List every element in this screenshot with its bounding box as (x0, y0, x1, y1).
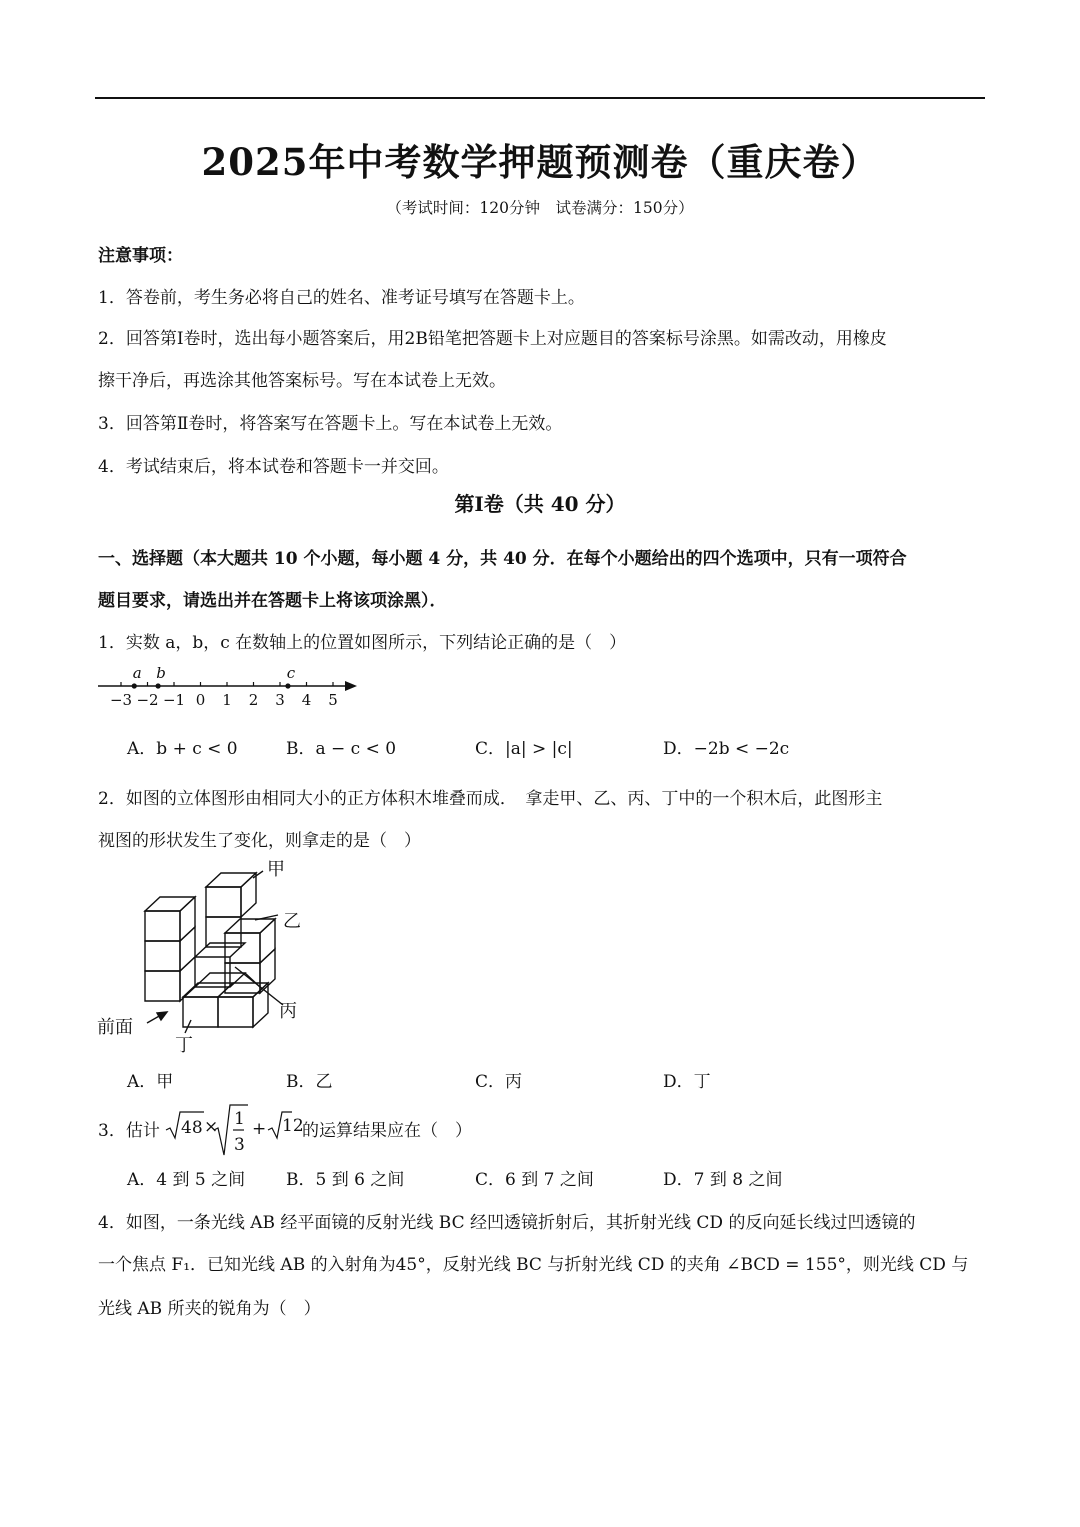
number-line-tick-label: −1 (162, 691, 186, 709)
notice-item-2: 2．回答第Ⅰ卷时，选出每小题答案后，用2B铅笔把答题卡上对应题目的答案标号涂黑。如需改动，用橡皮 (98, 329, 887, 349)
q3-option-b[interactable]: B．5 到 6 之间 (286, 1170, 405, 1190)
q1-option-d[interactable]: D．−2b < −2c (663, 739, 790, 759)
q1-number-line (95, 660, 365, 715)
number-line-point-b (156, 683, 161, 688)
number-line-point-c (285, 683, 290, 688)
section-title: 第Ⅰ卷（共 40 分） (454, 492, 626, 516)
q3-option-d[interactable]: D．7 到 8 之间 (663, 1170, 783, 1190)
q3-suffix: 的运算结果应在（ ） (302, 1121, 472, 1141)
label-bing: 丙 (279, 1001, 297, 1022)
cube-jia (206, 873, 256, 947)
radicand-48: 48 (181, 1118, 203, 1138)
exam-info: （考试时间：120分钟 试卷满分：150分） (386, 199, 694, 217)
section-instructions-2: 题目要求，请选出并在答题卡上将该项涂黑）． (98, 591, 447, 611)
number-line-tick-label: 2 (248, 691, 259, 709)
number-line-tick-label: 1 (222, 691, 232, 709)
cube-ding (183, 983, 268, 1027)
frac-num: 1 (234, 1109, 245, 1129)
q1-option-a[interactable]: A．b + c < 0 (127, 739, 238, 759)
notice-item-4: 4．考试结束后，将本试卷和答题卡一并交回。 (98, 457, 449, 477)
label-ding: 丁 (175, 1035, 193, 1056)
q1-stem: 1．实数 a，b，c 在数轴上的位置如图所示，下列结论正确的是（ ） (98, 633, 627, 653)
q2-option-b[interactable]: B．乙 (286, 1072, 333, 1092)
number-line-point-a (132, 683, 137, 688)
left-column-cubes (145, 897, 195, 1001)
q2-stem-2: 视图的形状发生了变化，则拿走的是（ ） (98, 831, 421, 851)
q4-line-2: 一个焦点 F₁．已知光线 AB 的入射角为45°，反射光线 BC 与折射光线 CD 的夹角 ∠BCD = 155°，则光线 CD 与 (98, 1255, 969, 1275)
number-line-tick-label: 4 (301, 691, 312, 709)
q2-option-c[interactable]: C．丙 (475, 1072, 523, 1092)
frac-den: 3 (234, 1135, 245, 1155)
q3-expression (164, 1101, 294, 1159)
number-line-point-label-c: c (286, 664, 296, 682)
q3-option-c[interactable]: C．6 到 7 之间 (475, 1170, 594, 1190)
number-line-tick-label: −2 (136, 691, 159, 709)
section-instructions-1: 一、选择题（本大题共 10 个小题，每小题 4 分，共 40 分．在每个小题给出的四个选项中，只有一项符合 (98, 549, 907, 569)
q3-option-a[interactable]: A．4 到 5 之间 (127, 1170, 246, 1190)
cube-bing (195, 943, 260, 987)
number-line-point-label-b: b (156, 664, 166, 682)
q3-radicand-12: 12 (282, 1116, 304, 1136)
number-line-tick-label: −3 (109, 691, 133, 709)
q2-stem-1: 2．如图的立体图形由相同大小的正方体积木堆叠而成． 拿走甲、乙、丙、丁中的一个积木后，此图形主 (98, 789, 883, 809)
q4-line-3: 光线 AB 所夹的锐角为（ ） (98, 1299, 321, 1319)
label-jia: 甲 (267, 859, 285, 880)
number-line-tick-label: 0 (195, 691, 206, 709)
label-front: 前面 (97, 1017, 133, 1038)
q2-option-a[interactable]: A．甲 (127, 1072, 174, 1092)
q1-option-b[interactable]: B．a − c < 0 (286, 739, 397, 759)
label-yi: 乙 (283, 911, 301, 932)
svg-text:×: × (204, 1117, 219, 1137)
svg-text:+: + (252, 1119, 267, 1139)
notice-item-3: 3．回答第Ⅱ卷时，将答案写在答题卡上。写在本试卷上无效。 (98, 414, 563, 434)
number-line-tick-label: 3 (275, 691, 285, 709)
page-title: 2025年中考数学押题预测卷（重庆卷） (201, 140, 879, 184)
top-rule (95, 97, 985, 99)
cube-yi (225, 919, 275, 993)
q2-option-d[interactable]: D．丁 (663, 1072, 711, 1092)
q1-option-c[interactable]: C．|a| > |c| (475, 739, 573, 759)
q4-line-1: 4．如图，一条光线 AB 经平面镜的反射光线 BC 经凹透镜折射后，其折射光线 CD 的反向延长线过凹透镜的 (98, 1213, 916, 1233)
number-line-point-label-a: a (132, 664, 142, 682)
notice-item-1: 1．答卷前，考生务必将自己的姓名、准考证号填写在答题卡上。 (98, 288, 585, 308)
notice-item-2-cont: 擦干净后，再选涂其他答案标号。写在本试卷上无效。 (98, 371, 506, 391)
q3-prefix: 3．估计 (98, 1121, 160, 1141)
notice-heading: 注意事项： (98, 246, 183, 266)
number-line-tick-label: 5 (328, 691, 338, 709)
q2-cube-figure (95, 855, 325, 1060)
